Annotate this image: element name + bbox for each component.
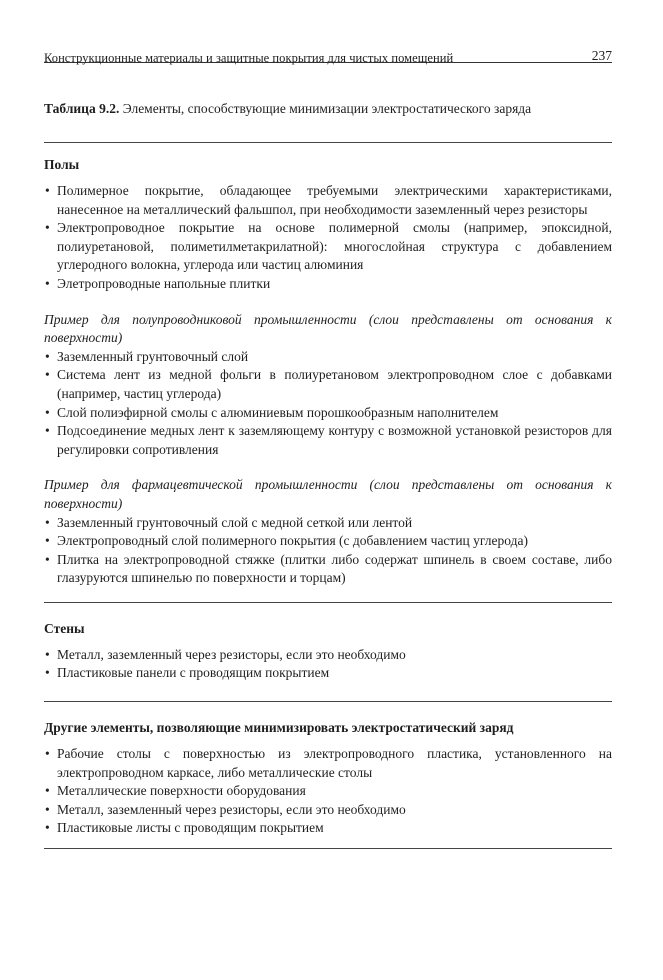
- list-item: • Заземленный грунтовочный слой: [44, 348, 612, 367]
- list-item: • Элетропроводные напольные плитки: [44, 275, 612, 294]
- section-title-floors: Полы: [44, 157, 80, 172]
- pharma-list: [44, 514, 612, 588]
- running-header: [44, 40, 612, 63]
- list-item: • Плитка на электропроводной стяжке (плитки либо содержат шпинель в своем составе, либо глазуруются шпинелью по поверхности и торцам): [44, 551, 612, 588]
- other-list: [44, 745, 612, 838]
- semiconductor-list: [44, 348, 612, 460]
- list-item: • Электропроводный слой полимерного покрытия (с добавлением частиц углерода): [44, 532, 612, 551]
- section-title-walls: Стены: [44, 620, 85, 636]
- page: [44, 40, 612, 849]
- example-heading-pharma: Пример для фармацевтической промышленности (слои представлены от основания к поверхности): [44, 477, 612, 511]
- list-item: • Заземленный грунтовочный слой с медной сеткой или лентой: [44, 514, 612, 533]
- list-item: • Слой полиэфирной смолы с алюминиевым порошкообразным наполнителем: [44, 404, 612, 423]
- list-item: • Подсоединение медных лент к заземляющему контуру с возможной установкой резисторов для регулировки сопротивления: [44, 422, 612, 459]
- list-item: • Система лент из медной фольги в полиуретановом электропроводном слое с добавками (например, частиц углерода): [44, 366, 612, 403]
- page-number: 237: [591, 48, 612, 63]
- list-item: • Пластиковые листы с проводящим покрытием: [44, 819, 612, 838]
- floors-list: [44, 182, 612, 294]
- table-caption-text: Элементы, способствующие минимизации электростатического заряда: [119, 101, 532, 116]
- walls-list: [44, 646, 612, 683]
- section-rule: [44, 701, 612, 702]
- list-item: • Металл, заземленный через резисторы, если это необходимо: [44, 646, 612, 665]
- table-caption-label: Таблица 9.2.: [44, 101, 120, 116]
- example-heading-semiconductor: Пример для полупроводниковой промышленности (слои представлены от основания к поверхности): [44, 311, 612, 346]
- list-item: • Полимерное покрытие, обладающее требуемыми электрическими характеристиками, нанесенное на металлический фальшпол, при необходимости заземленный через резисторы: [44, 182, 612, 219]
- table-rule: [44, 142, 612, 143]
- table-bottom-rule: [44, 848, 612, 849]
- list-item: • Пластиковые панели с проводящим покрытием: [44, 664, 612, 683]
- running-title: Конструкционные материалы и защитные покрытия для чистых помещений: [44, 51, 454, 65]
- list-item: • Металлические поверхности оборудования: [44, 782, 612, 801]
- list-item: • Рабочие столы с поверхностью из электропроводного пластика, установленного на электропроводном каркасе, либо металлические столы: [44, 745, 612, 782]
- section-rule: [44, 602, 612, 603]
- table-caption: [44, 100, 612, 118]
- section-title-other: Другие элементы, позволяющие минимизировать электростатический заряд: [44, 720, 514, 736]
- list-item: • Металл, заземленный через резисторы, если это необходимо: [44, 801, 612, 820]
- list-item: • Электропроводное покрытие на основе полимерной смолы (например, эпоксидной, полиуретановой, полиметилметакрилатной): многослойная структура с добавлением углеродного волокна, углерода или частиц алюминия: [44, 219, 612, 275]
